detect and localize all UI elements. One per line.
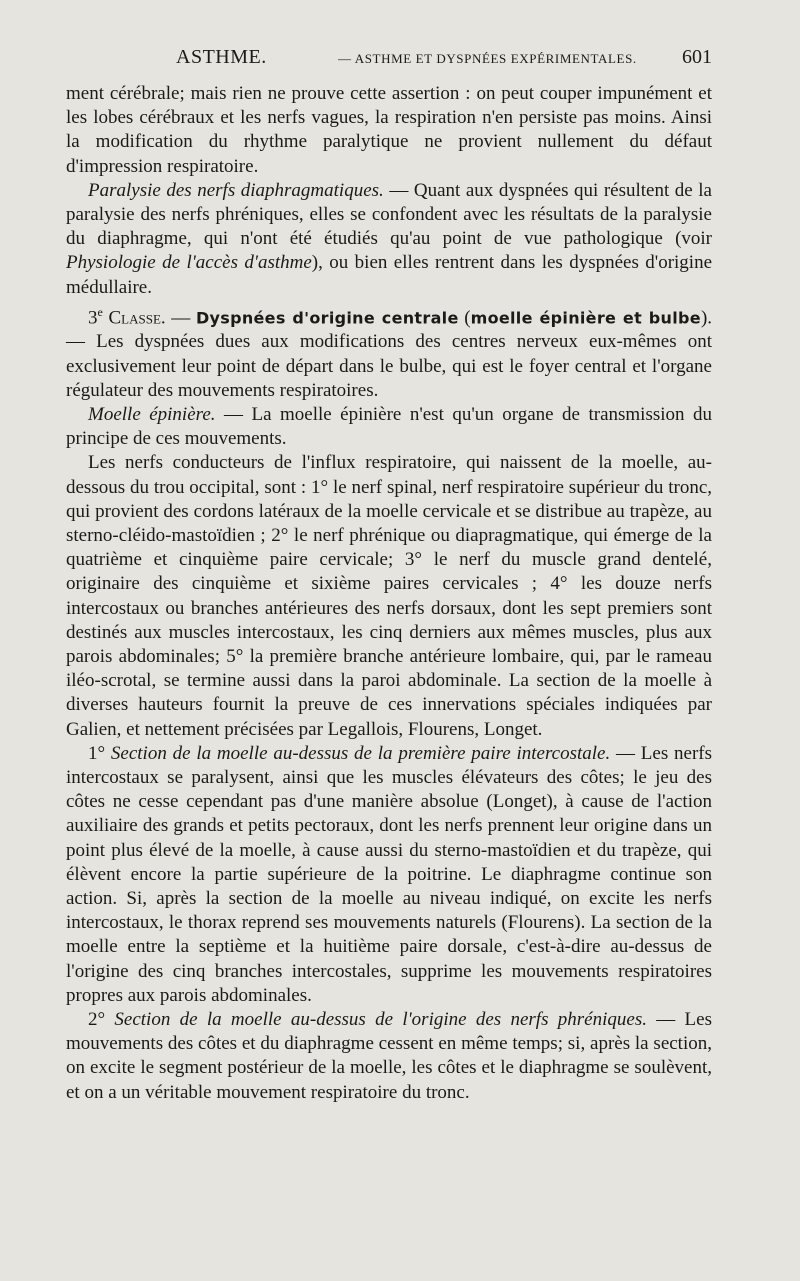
heading-dyspnees-centrale: Dyspnées d'origine centrale [195, 308, 459, 328]
reference-physiologie: Physiologie de l'accès d'asthme [66, 252, 312, 274]
paragraph-5: Les nerfs conducteurs de l'influx respiratoire, qui naissent de la moelle, au-dessous du trou occipital, sont : 1° le nerf spinal, nerf respiratoire supérieur du tronc, qui provient des cordons latéraux de la moelle cervicale et se distribue au trapèze, au sterno-cléido-mastoïdien ; 2° le nerf phrénique ou diapragmatique, qui émerge de la quatrième et cinquième paire cervicale; 3° le nerf du muscle grand dentelé, originaire des cinquième et sixième paires cervicales ; 4° les douze nerfs intercostaux ou branches antérieures des nerfs dorsaux, dont les sept premiers sont destinés aux muscles intercostaux, les cinq derniers aux mêmes muscles, plus aux parois abdominales; 5° la première branche antérieure lombaire, qui, par le rameau iléo-scrotal, se termine aussi dans la paroi abdominale. La section de la moelle à diverses hauteurs fournit la preuve de ces innervations spéciales indiquées par Galien, et nettement précisées par Legallois, Flourens, Longet. [66, 452, 712, 740]
header-subtitle: — ASTHME ET DYSPNÉES EXPÉRIMENTALES. [338, 51, 637, 66]
heading-moelle-epiniere: Moelle épinière. [88, 403, 216, 425]
paragraph-6-text: — Les nerfs intercostaux se paralysent, ainsi que les muscles élévateurs des côtes; le jeu des côtes ne cesse cependant pas d'une manière absolue (Longet), à cause de l'action auxiliaire des grands et petits pectoraux, dont les nerfs prennent leur origine dans un point plus élevé de la moelle, à cause aussi du sterno-mastoïdien et du trapèze, qui élèvent encore la partie supérieure de la poitrine. Le diaphragme continue son action. Si, après la section de la moelle au niveau indiqué, on excite les nerfs intercostaux, le thorax reprend ses mouvements naturels (Flourens). La section de la moelle entre la septième et la huitième paire dorsale, c'est-à-dire au-dessus de l'origine des cinq branches intercostales, supprime les mouvements respiratoires propres aux parois abdominales. [66, 742, 712, 1006]
class-number-sup: e [97, 304, 103, 319]
heading-section-2: Section de la moelle au-dessus de l'origine des nerfs phréniques. [105, 1009, 647, 1031]
paragraph-7-text: — Les mouvements des côtes et du diaphragme cessent en même temps; si, après la section, on excite le segment postérieur de la moelle, les côtes et le diaphragme se soulèvent, et on a un véritable mouvement respiratoire du tronc. [66, 1009, 712, 1103]
class-number: 3 [88, 307, 98, 329]
paragraph-1: ment cérébrale; mais rien ne prouve cette assertion : on peut couper impunément et les lobes cérébraux et les nerfs vagues, la respiration n'en persiste pas moins. Ainsi la modification du rhythme paralytique ne provient nullement du défaut d'impression respiratoire. [66, 83, 712, 177]
paren-open: ( [458, 307, 471, 329]
heading-moelle-bulbe: moelle épinière et bulbe [470, 308, 701, 328]
running-header [66, 46, 712, 76]
header-title: ASTHME. [176, 46, 267, 68]
paragraph-4 [66, 403, 712, 451]
paragraph-3 [66, 300, 712, 403]
paragraph-6 [66, 742, 712, 1008]
paragraph-2-text-b: ), ou bien elles rentrent dans les dyspnées d'origine médullaire. [66, 252, 713, 298]
class-dash: — [165, 307, 196, 329]
paragraph-4-text: — La moelle épinière n'est qu'un organe de transmission du principe de ces mouvements. [66, 403, 712, 450]
body-text [66, 82, 712, 1105]
section-1-number: 1° [88, 742, 106, 764]
section-2-number: 2° [88, 1009, 106, 1031]
class-label: Classe. [102, 307, 166, 329]
paragraph-2 [66, 179, 712, 300]
paragraph-3-text: ). — Les dyspnées dues aux modifications des centres nerveux eux-mêmes ont exclusivement leur point de départ dans le bulbe, qui est le foyer central et l'organe régulateur des mouvements respiratoires. [66, 307, 713, 401]
heading-section-1: Section de la moelle au-dessus de la première paire intercostale. [105, 742, 611, 764]
heading-paralysie: Paralysie des nerfs diaphragmatiques. [88, 179, 384, 201]
paragraph-2-text-a: — Quant aux dyspnées qui résultent de la paralysie des nerfs phréniques, elles se confondent avec les résultats de la paralysie du diaphragme, qui n'ont été étudiés qu'au point de vue pathologique (voir [66, 179, 712, 250]
page-number: 601 [682, 46, 712, 68]
paragraph-7 [66, 1008, 712, 1105]
